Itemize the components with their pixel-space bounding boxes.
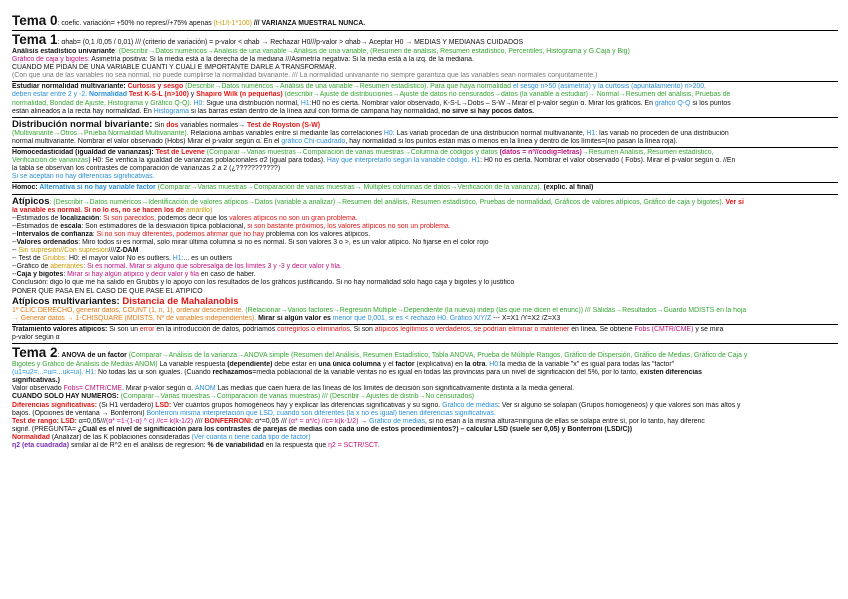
text: : (99, 214, 104, 222)
h1-label: H1: (172, 255, 184, 263)
caja-bigotes-line (12, 56, 838, 64)
normalidad-heading: Estudiar normalidad multivariante: (12, 83, 128, 91)
atipicos-item (12, 239, 838, 247)
tratamiento-line-1 (12, 326, 838, 334)
tema2-line-10 (12, 426, 838, 434)
text-red: la variable es normal. Si no lo es, no se hacen los de (12, 206, 186, 214)
homoc-line (12, 184, 838, 192)
text-bold: Mirar si algún valor es (258, 314, 333, 322)
atipicos-item (12, 215, 838, 223)
tema2-line-9 (12, 418, 838, 426)
bonferroni-label: BONFERRONI: (204, 417, 254, 425)
bivariante-heading: Distribución normal bivariante: (12, 118, 153, 130)
text: ... es un outliers (183, 255, 233, 263)
anova-path: (Comparar→Análisis de la varianza→ANOVA simple (Resumen del Análisis, Resumen Estadístico, Tabla ANOVA, Prueba de Múltiple Rangos, Gráfico de Dispersión, Gráfico de Medias, Gráfico de Caja y (126, 352, 748, 360)
normalidad-path: (Describir→Datos numéricos→Análisis de una variable→Resumen estadístico). Para que haya normalidad (183, 83, 513, 91)
text: en caso de haber. (198, 271, 256, 279)
mahalanobis: Distancia de Mahalanobis (122, 295, 239, 307)
homoced-path-3: Verificación de varianzas (12, 157, 89, 165)
text-red: error (139, 325, 155, 333)
grafico-medias: Gráfico de medias (442, 401, 499, 409)
text: . Si son (349, 325, 375, 333)
h0-label: H0: (489, 361, 500, 369)
text: ) H0: Se verifica la igualdad de varianzas poblacionales σ2 (igual para todas). (88, 157, 327, 165)
text: (Si H1 verdadero) (97, 401, 156, 409)
text-orange: 1º CLIC DERECHO, generar datos, COUNT (1, n, 1), ordenar descendente. (12, 306, 246, 314)
lsd-label: LSD: (155, 401, 172, 409)
atipicos-poner: PONER QUE PASA EN EL CASO DE QUE PASE EL ATIPICO (12, 287, 203, 295)
text: -- (12, 230, 17, 238)
text: Relaciona ambas variables entre sí mediante las correlaciones (188, 129, 384, 137)
tema2-line-2 (12, 361, 838, 369)
divider (12, 117, 838, 118)
text-bold: ¿Cuál es el nivel de significación para los contrastes de parejas de medias con cada uno de estos procedimientos?) (77, 425, 459, 433)
text: si las barras están dentro de la línea azul con forma de campana hay normalidad, (188, 107, 442, 115)
atipicos-heading: Atípicos (12, 195, 50, 207)
tema2-line-4: significativas.) (12, 377, 60, 385)
text-blue: (Ver cuanta n tiene cada tipo de factor) (191, 433, 311, 441)
bivariante-line-1 (12, 119, 838, 130)
divider (12, 147, 838, 148)
grafico-chi: gráfico Chi-cuadrado (281, 137, 346, 145)
atipicos-item (12, 263, 838, 271)
text: --- X=X1 /Y=X2 /Z=X3 (491, 314, 561, 322)
text-pink: η2 = SCTR/SCT. (328, 442, 380, 450)
text: si los puntos (690, 99, 731, 107)
text-blue: (u1=u2=...=ui=...uk=ui). (12, 369, 86, 377)
text-pink: : Si es normal. Mirar si alguno que sobresalga de los límites 3 y -3 y decir valor y fila. (83, 263, 342, 271)
transformar-line: CUANDO ME PIDAN DE UNA VARIABLE CUANTI Y CUALI E IMPORTANTE DARLE A TRANSFORMAR. (12, 64, 337, 72)
text-bold: factor (395, 361, 415, 369)
text-red: Si no son muy diferentes, podemos afirmar que no hay (96, 230, 265, 238)
h1-label: H1: (85, 369, 97, 377)
bivariante-path: (Multivariante→Otros→Prueba Normalidad Multivariante). (12, 129, 189, 137)
text-bold: – calcular LSD (suele ser 0,05) y Bonferroni (LSD/C)) (458, 425, 633, 433)
text: --Estimados de (12, 214, 61, 222)
text-bold: Intervalos de confianza (16, 230, 93, 238)
tema2-line-7 (12, 402, 838, 410)
text-red: dos (166, 121, 179, 129)
tema1-alpha-text: : αhab= (0,1 /0,05 / 0,01) /// (criterio de variación) = p-valor < αhab → Rechazar H0///p-valor > αhab→ Aceptar H0 → MEDIAS Y MEDIANAS CUIDADOS (57, 39, 524, 46)
normalidad-path-3: normalidad, Bondad de Ajuste, Histograma y Gráfico Q-Q). (12, 99, 194, 107)
text: : Miro todos si es normal, solo mirar última columna si no es normal. Si son valores 3 o >, es un valor atípico. No fijarse en el color rojo (78, 238, 489, 246)
text-red: Normalidad (12, 433, 50, 441)
text: las variab no proceden de una distribución (597, 129, 729, 137)
text-red: atípicos legítimos o verdaderos, se podrían eliminar o mantener (374, 325, 570, 333)
divider (12, 182, 838, 183)
text-red: corregirlos o eliminarlos (277, 325, 350, 333)
divider (12, 343, 838, 344)
text: están alineados a la recta hay normalidad. En (12, 107, 154, 115)
atipicos-item (12, 223, 838, 231)
bivariante-line-2 (12, 130, 838, 138)
text: , si no esan a la misma altura=ninguna de ellas se solapa entre sí, por lo tanto, hay diferenc (425, 417, 705, 425)
tema1-title: Tema 1 (12, 32, 58, 47)
homoc-alt: Alternativa si no hay variable factor (39, 184, 156, 192)
tema2-line-11 (12, 434, 838, 442)
tema0-text: : coefic. variación= +50% no repres//+75% apenas (57, 20, 212, 27)
atipicos-item (12, 255, 838, 263)
text-bold: escala (60, 222, 82, 230)
text: y (190, 91, 197, 99)
univariante-path: : (Describir→Datos numéricos→Análisis de una variable→Análisis de una variable, (Resumen de análisis, Resumen estadístico, Percentiles, Histograma y G.Caja y Big) (115, 48, 630, 55)
text-bold: existen diferencias (639, 369, 702, 377)
atipicos-multi-1 (12, 307, 838, 315)
normalidad-line-4 (12, 108, 838, 116)
text: en línea. Se obtiene (569, 325, 635, 333)
text: normal multivariante. Nombrar el valor observado (Hobs) Mirar el p-valor según α. En el (12, 137, 282, 145)
text-pink: (α* =1-(1-α) ^ c) //c= k(k-1/2) (106, 417, 194, 425)
text: → (358, 417, 370, 425)
text-bold: rechazamos (212, 369, 253, 377)
normalidad-line-2 (12, 91, 838, 99)
text: Las medias que caen fuera de las líneas de los límites de decisión son significativamente distinta a la media general. (215, 385, 575, 393)
normalidad-note-line: (Con que una de las variables no sea normal, no puede cumplirse la normalidad bivariante. /// La normalidad univariante no siempre garantiza que las variables sean normales conjuntamente.) (12, 72, 598, 80)
text: (Analizar) de las K poblaciones consideradas (49, 433, 192, 441)
levene-test: Test de Levene (155, 149, 205, 157)
text-bold: (dependiente) (227, 361, 273, 369)
text-red: Test de rango: LSD: (12, 417, 77, 425)
homoc-path: (Comparar→Varias muestras→Comparación de varias muestras→ Múltiples columnas de datos→Verificación de la varianza). (155, 184, 544, 192)
text-bold: localización (60, 214, 100, 222)
tema1-line (12, 32, 838, 48)
text: podemos decir que los (156, 214, 230, 222)
univariante-line (12, 48, 838, 56)
tema2-line-1 (12, 345, 838, 361)
text: variables normales→ (178, 121, 248, 129)
atipicos-path: : (Describir→Datos numéricos→Identificación de valores atípicos→Datos (variable a analizar)→Resumen del análisis, Resumen estadístico, Pruebas de normalidad, Gráficos de valores atípicos, Gráfico de caja y bigotes). (49, 198, 726, 206)
text: signif. (PREGUNTA= (12, 425, 78, 433)
text: : (57, 352, 62, 360)
h1-label: H1: (586, 129, 598, 137)
normalidad-line-1 (12, 83, 838, 91)
anova-heading: ANOVA de un factor (61, 352, 127, 360)
h1-label: H1: (300, 99, 312, 107)
homocedasticidad-heading: Homocedasticidad (igualdad de varianzas): (12, 149, 156, 157)
text-bold: no sirve si hay pocos datos. (441, 107, 535, 115)
text: . (485, 361, 490, 369)
text: : Ver si alguno se solapan (Grupos homogéneos) y que valores son más altos y (498, 401, 741, 409)
tema2-line-8 (12, 410, 838, 418)
text: Sigue una distribución normal, (204, 99, 301, 107)
atipicos-item (12, 247, 838, 255)
text: -- (12, 271, 17, 279)
text: -- (12, 238, 17, 246)
text-yellow: Grubbs: (42, 255, 68, 263)
text-red: valores atípicos no son un gran problema. (229, 214, 358, 222)
tema2-line-3 (12, 369, 838, 377)
homocedasticidad-line-1 (12, 149, 838, 157)
text: =media poblacional de la variable ventas no es igual en todas las provincias para un nivel de significación del 5%, por lo tanto, (252, 369, 640, 377)
text: H0: el mayor valor No es outliers. (67, 255, 173, 263)
tema0-title: Tema 0 (12, 13, 58, 28)
text-red: Si son parecidos, (103, 214, 157, 222)
text: en la respuesta que (263, 442, 329, 450)
divider (12, 194, 838, 195)
atipicos-multi-2 (12, 315, 838, 323)
text: : Son estimadores de la desviación típica poblacional, (81, 222, 248, 230)
atipicos-item (12, 271, 838, 279)
study-notes-page (12, 10, 838, 595)
text: en la introducción de datos, podríamos (154, 325, 278, 333)
h0-label: H0: (383, 129, 395, 137)
text: α=0,05/// (76, 417, 107, 425)
text-yellow: aberrantes (50, 263, 84, 271)
text-bold: Z-DAM (116, 247, 139, 255)
eta-label: η2 (eta cuadrada) (12, 442, 70, 450)
univariante-heading: Análisis estadístico univariante (12, 48, 116, 55)
text-pink: Mirar si hay algún atípico y decir valor y fila (67, 271, 199, 279)
anova-path-2: Bigotes y Gráfico de Análisis de Medias ANOM) (12, 361, 158, 369)
tratamiento-heading: Tratamiento valores atípicos: (12, 325, 108, 333)
sesgo-condition: el sesgo n>50 (asimetría) y la curtosis (apuntalamiento) n>200, (512, 83, 706, 91)
text-red: Ver si (725, 198, 744, 206)
text: y se mira (693, 325, 724, 333)
homoced-path-2: →Resumen Análisis, Resumen estadístico, (581, 149, 714, 157)
text: bajos. (Opciones de ventana → Bonferroni) (12, 409, 147, 417)
text: //// (193, 417, 205, 425)
text-red: si son bastante próximos, los valores atípicos no son un problema. (247, 222, 451, 230)
atipicos-multi-line (12, 296, 838, 307)
caja-bigotes-heading: Gráfico de caja y bigotes: (12, 56, 90, 64)
text: debe estar en (272, 361, 319, 369)
tema0-formula: (t-i1/t-1*100) (211, 20, 254, 27)
text-bold: Valores ordenados (16, 238, 79, 246)
tema2-line-6 (12, 393, 838, 401)
atipicos-line-2 (12, 207, 838, 215)
text: Si son un (107, 325, 140, 333)
multi-path: (Relacionar→Varios factores→Regresión Múltiple→Dependiente (la nueva) indep (las que me dicen el enunc)) /// Salidas→Resultados→Guardo MDISTS en la hoja (245, 306, 747, 314)
text-pink: (α* = α*/c) //c= k(k-1/2) (288, 417, 359, 425)
tema2-line-12 (12, 442, 838, 450)
homocedasticidad-line-3: la tabla se observan los contrastes de comparación de varianzas 2 a 2 (¿???????????) (12, 165, 281, 173)
text: Ver cuántos grupos homogéneos hay y explicar las diferencias significativas y su signo. (171, 401, 443, 409)
text-bold: Caja y bigotes (16, 271, 64, 279)
atipicos-item (12, 231, 838, 239)
text-orange: → Generar datos → 1-CHISQUARE (MDISTS, Nº de variables independientes). (12, 314, 259, 322)
text: , hay normalidad si los puntos están más o menos en la línea y dentro de los límites=(no pasan la línea roja). (345, 137, 678, 145)
atipicos-multi-heading: Atípicos multivariantes: (12, 295, 123, 307)
normalidad-range: deben estar entre 2 y -2. (12, 91, 89, 99)
royston-test: Test de Royston (S-W) (247, 121, 321, 129)
text: Valor observado (12, 385, 64, 393)
homoced-path: (Comparar→Varias muestras→Comparación de varias muestras→Columna de códigos y datos (204, 149, 500, 157)
text-blue: Bonferroni misma interpretación que LSD, cuando son diferentes (la x no es igual) tienen diferencias significativas. (146, 409, 496, 417)
tratamiento-line-2: p-valor según α (12, 334, 60, 341)
atipicos-line-1 (12, 196, 838, 207)
text: : (92, 230, 97, 238)
divider (12, 30, 838, 31)
text: La variable respuesta (157, 361, 228, 369)
text: similar al de R^2 en el análisis de regresión: (69, 442, 208, 450)
text: (explicativa) en (414, 361, 465, 369)
text: y el (380, 361, 396, 369)
test-ksl: Test K-S-L (n>100) (128, 91, 191, 99)
anova-path-3: (Comparar→Varias muestras→Comparación de varias muestras) /// (118, 393, 330, 401)
text-bold: (explic. al final) (543, 184, 594, 192)
text: : (63, 271, 68, 279)
h0-label: H0: (193, 99, 205, 107)
histograma: Histograma (153, 107, 189, 115)
anova-path-4: (Describir→Ajustes de distrib→No censurados) (329, 393, 475, 401)
text-bold: CUANDO SOLO HAY NUMEROS: (12, 393, 119, 401)
tema0-tail: /// VARIANZA MUESTRAL NUNCA. (253, 20, 366, 27)
normalidad-label: Normalidad (89, 91, 129, 99)
text: Las variab procedan de una distribución normal multivariante, (394, 129, 587, 137)
fobs: Fobs (CMTR/CME) (634, 325, 694, 333)
datos-codigo: (datos = nº//codig=letras) (499, 149, 582, 157)
grafico-qq: gráfico Q-Q (654, 99, 691, 107)
text: -- (12, 247, 19, 255)
fobs: Fobs= CMTR/CME (63, 385, 122, 393)
text: --Estimados de (12, 222, 61, 230)
text-blue: menor que 0,001, si es < rechazo H0. Gráfico X/Y/Z (332, 314, 492, 322)
grafico-medias: Gráfico de medias (369, 417, 426, 425)
text: No todas las ui son iguales. (Cuando (96, 369, 213, 377)
normalidad-line-3 (12, 100, 838, 108)
text-yellow: Sin supresión//Con supresión (18, 247, 109, 255)
atipicos-conclusion: Conclusión: digo lo que me ha salido en Grubbs y lo apoyo con los resultados de los gráficos justificando. Si no hay normalidad sólo hago caja y bigotes y lo justifico (12, 279, 515, 287)
text: : H0 no es cierta. Nombrar el valor observado ( Fobs). Mirar el p-valor según α. //En (480, 157, 736, 165)
text: -- Test de (12, 255, 43, 263)
text-bold: una única columna (318, 361, 381, 369)
homocedasticidad-line-2 (12, 157, 838, 165)
anom: ANOM (194, 385, 216, 393)
text-bold: % de variabilidad (207, 442, 264, 450)
homoc-heading: Homoc: (12, 184, 40, 192)
text-yellow: amarillo) (185, 206, 213, 214)
tema2-line-5 (12, 385, 838, 393)
curtosis-sesgo: Curtosis y sesgo (127, 83, 184, 91)
tema2-title: Tema 2 (12, 345, 58, 361)
tema0-line (12, 13, 838, 29)
caja-bigotes-text: Asimetría positiva: Si la media está a la derecha de la mediana ///Asimetría negativa: Si la media está a la izq. de la mediana. (89, 56, 474, 64)
text-red: Diferencias significativas: (12, 401, 98, 409)
text: H0 no es cierta. Nombrar valor observado, K-S-L→Dobs – S-W→Mirar el p-valor según α. Mirar los gráficos. En (311, 99, 655, 107)
bivariante-line-3 (12, 138, 838, 146)
divider (12, 324, 838, 325)
text-bold: la otra (464, 361, 486, 369)
shapiro-wilk: Shapiro Wilk (n pequeñas) (196, 91, 285, 99)
text: . Mirar p-valor según α. (121, 385, 195, 393)
text: α*=0,05 /// (253, 417, 289, 425)
homocedasticidad-line-4: Si se aceptan no hay diferencias significativas. (12, 173, 155, 181)
text: --Gráfico de (12, 263, 51, 271)
text: la media de la variable "x" es igual para todas las "factor" (500, 361, 675, 369)
normalidad-path-2: (describir→Ajuste de distribuciones→Ajuste de datos no censurados→datos (la variable a estudiar)→ Normal→Resumen del análisis, Pruebas de (284, 91, 731, 99)
text: Sin (152, 121, 167, 129)
text: problema con los valores atípicos. (264, 230, 371, 238)
interpret-note: Hay que interpretarlo según la variable código. H1 (326, 157, 481, 165)
divider (12, 81, 838, 82)
text: //// (108, 247, 117, 255)
